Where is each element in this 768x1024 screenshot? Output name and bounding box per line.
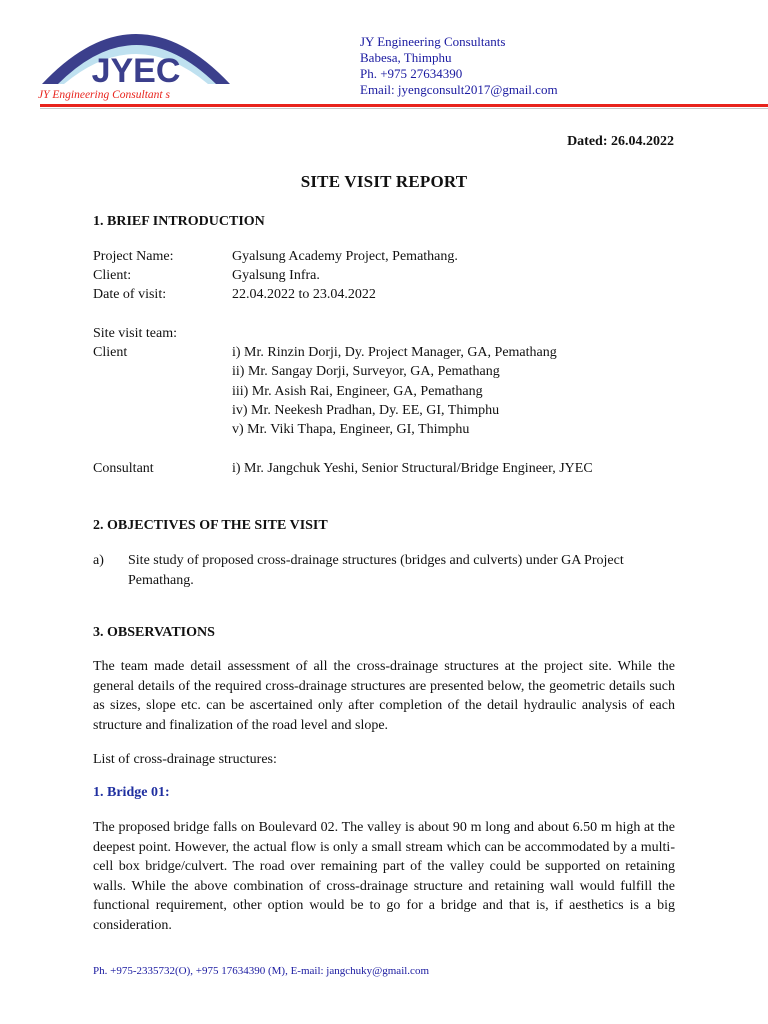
- list-intro: List of cross-drainage structures:: [93, 752, 277, 767]
- team-member: ii) Mr. Sangay Dorji, Surveyor, GA, Pemathang: [232, 364, 500, 379]
- header-rule-red: [40, 104, 768, 107]
- report-title: SITE VISIT REPORT: [300, 172, 468, 191]
- project-value: Gyalsung Academy Project, Pemathang.: [232, 249, 458, 264]
- observations-paragraph: The team made detail assessment of all the cross-drainage structures at the project site. While the general details of the required cross-drainage structures are presented below, the geometric details such as sizes, slope etc. can be ascertained only after completion of the detail hydraulic analysis of each structure and finalization of the road level and slope.: [93, 659, 675, 733]
- bridge-01-heading: 1. Bridge 01:: [93, 785, 170, 800]
- company-address: Babesa, Thimphu: [360, 50, 452, 65]
- client-value: Gyalsung Infra.: [232, 268, 320, 283]
- objective-line-2: Pemathang.: [128, 573, 194, 588]
- section-heading-observations: 3. OBSERVATIONS: [93, 625, 215, 640]
- consultant-label: Consultant: [93, 461, 154, 476]
- client-label: Client:: [93, 268, 132, 283]
- page-footer-contact: Ph. +975-2335732(O), +975 17634390 (M), E-mail: jangchuky@gmail.com: [93, 965, 429, 977]
- section-heading-objectives: 2. OBJECTIVES OF THE SITE VISIT: [93, 518, 328, 533]
- team-label: Site visit team:: [93, 326, 177, 341]
- logo-tagline: JY Engineering Consultant s: [38, 89, 170, 101]
- company-email: Email: jyengconsult2017@gmail.com: [360, 82, 558, 97]
- section-heading-introduction: 1. BRIEF INTRODUCTION: [93, 214, 265, 229]
- header-rule-grey: [40, 108, 768, 109]
- team-member: iii) Mr. Asish Rai, Engineer, GA, Pemathang: [232, 384, 483, 399]
- visit-date-label: Date of visit:: [93, 287, 167, 302]
- report-date: Dated: 26.04.2022: [567, 134, 674, 149]
- logo-text: JYEC: [91, 52, 181, 90]
- team-member: i) Mr. Rinzin Dorji, Dy. Project Manager, GA, Pemathang: [232, 345, 557, 360]
- team-member: v) Mr. Viki Thapa, Engineer, GI, Thimphu: [232, 422, 470, 437]
- bridge-01-paragraph: The proposed bridge falls on Boulevard 02. The valley is about 90 m long and about 6.50 m high at the deepest point. However, the actual flow is only a small stream which can be accommodated by a multi-cell box bridge/culvert. The road over remaining part of the valley could be supported on retaining walls. While the above combination of cross-drainage structure and retaining wall would fulfill the functional requirement, other option would be to go for a bridge and that is, if aesthetics is a big consideration.: [93, 820, 675, 933]
- team-member: iv) Mr. Neekesh Pradhan, Dy. EE, GI, Thimphu: [232, 403, 500, 418]
- visit-date-value: 22.04.2022 to 23.04.2022: [232, 287, 376, 302]
- project-label: Project Name:: [93, 249, 174, 264]
- company-name: JY Engineering Consultants: [360, 34, 506, 49]
- company-phone: Ph. +975 27634390: [360, 66, 463, 81]
- team-client-label: Client: [93, 345, 128, 360]
- jyec-logo: [36, 18, 236, 104]
- objective-marker: a): [93, 553, 104, 568]
- consultant-member: i) Mr. Jangchuk Yeshi, Senior Structural/Bridge Engineer, JYEC: [232, 461, 593, 476]
- letterhead: [360, 34, 558, 98]
- objective-line-1: Site study of proposed cross-drainage structures (bridges and culverts) under GA Project: [128, 553, 624, 568]
